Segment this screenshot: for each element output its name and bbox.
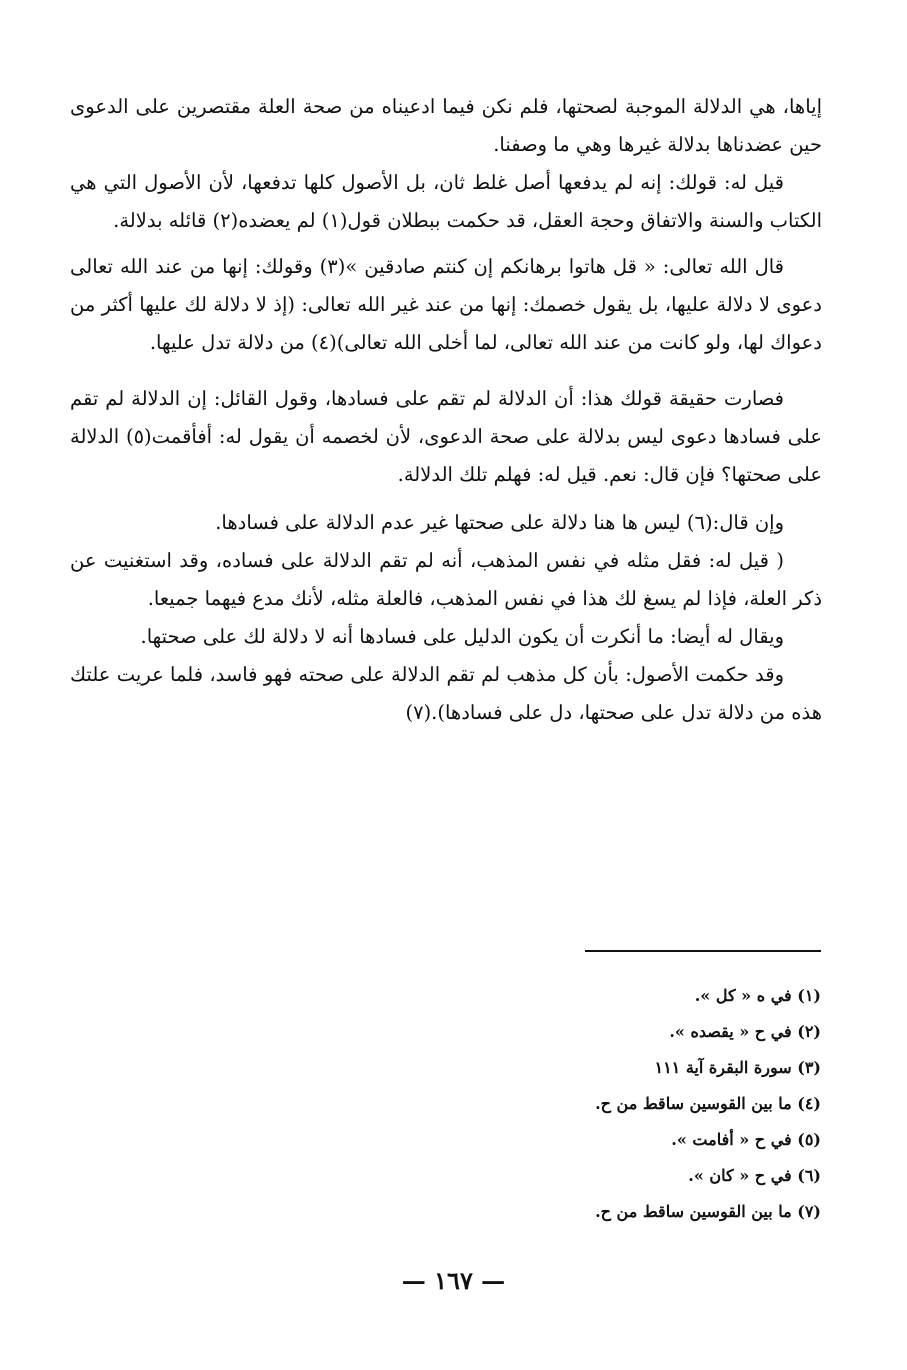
footnote-4: (٤) ما بين القوسين ساقط من ح. <box>595 1094 821 1113</box>
footnote-7: (٧) ما بين القوسين ساقط من ح. <box>595 1202 821 1221</box>
footnote-2: (٢) في ح « يقصده ». <box>669 1022 821 1041</box>
footnote-1: (١) في ه « كل ». <box>694 986 821 1005</box>
footnotes <box>421 978 821 1230</box>
paragraph-7: ويقال له أيضا: ما أنكرت أن يكون الدليل على فسادها أنه لا دلالة لك على صحتها. <box>140 625 784 648</box>
paragraph-3: قال الله تعالى: « قل هاتوا برهانكم إن كنتم صادقين »(٣) وقولك: إنها من عند الله تعالى دعوى لا دلالة عليها، بل يقول خصمك: إنها من عند غير الله تعالى: (إذ لا دلالة لك عليها أكثر من دعواك لها، ولو كانت من عند الله تعالى، لما أخلى الله تعالى)(٤) من دلالة تدل عليها. <box>70 255 822 354</box>
paragraph-1: إياها، هي الدلالة الموجبة لصحتها، فلم نكن فيما ادعيناه من صحة العلة مقتصرين على الدعوى حين عضدناها بدلالة غيرها وهي ما وصفنا. <box>70 95 822 156</box>
paragraph-5: وإن قال:(٦) ليس ها هنا دلالة على صحتها غير عدم الدلالة على فسادها. <box>215 511 784 534</box>
paragraph-6: ( قيل له: فقل مثله في نفس المذهب، أنه لم تقم الدلالة على فساده، وقد استغنيت عن ذكر العلة، فإذا لم يسغ لك هذا في نفس المذهب، فالعلة مثله، لأنك مدع فيهما جميعا. <box>70 549 822 610</box>
paragraph-8: وقد حكمت الأصول: بأن كل مذهب لم تقم الدلالة على صحته فهو فاسد، فلما عريت علتك هذه من دلالة تدل على صحتها، دل على فسادها).(٧) <box>70 663 822 724</box>
main-text <box>70 88 822 732</box>
footnote-6: (٦) في ح « كان ». <box>688 1166 821 1185</box>
footnote-separator <box>585 950 821 952</box>
page-number: — ١٦٧ — <box>401 1266 506 1295</box>
footnote-3: (٣) سورة البقرة آية ١١١ <box>654 1058 821 1077</box>
paragraph-2: قيل له: قولك: إنه لم يدفعها أصل غلط ثان، بل الأصول كلها تدفعها، لأن الأصول التي هي الكتاب والسنة والاتفاق وحجة العقل، قد حكمت ببطلان قول(١) لم يعضده(٢) قائله بدلالة. <box>70 171 822 232</box>
footnote-5: (٥) في ح « أفامت ». <box>671 1130 821 1149</box>
paragraph-4: فصارت حقيقة قولك هذا: أن الدلالة لم تقم على فسادها، وقول القائل: إن الدلالة لم تقم على فسادها دعوى ليس بدلالة على صحة الدعوى، لأن لخصمه أن يقول له: أفأقمت(٥) الدلالة على صحتها؟ فإن قال: نعم. قيل له: فهلم تلك الدلالة. <box>70 387 822 486</box>
